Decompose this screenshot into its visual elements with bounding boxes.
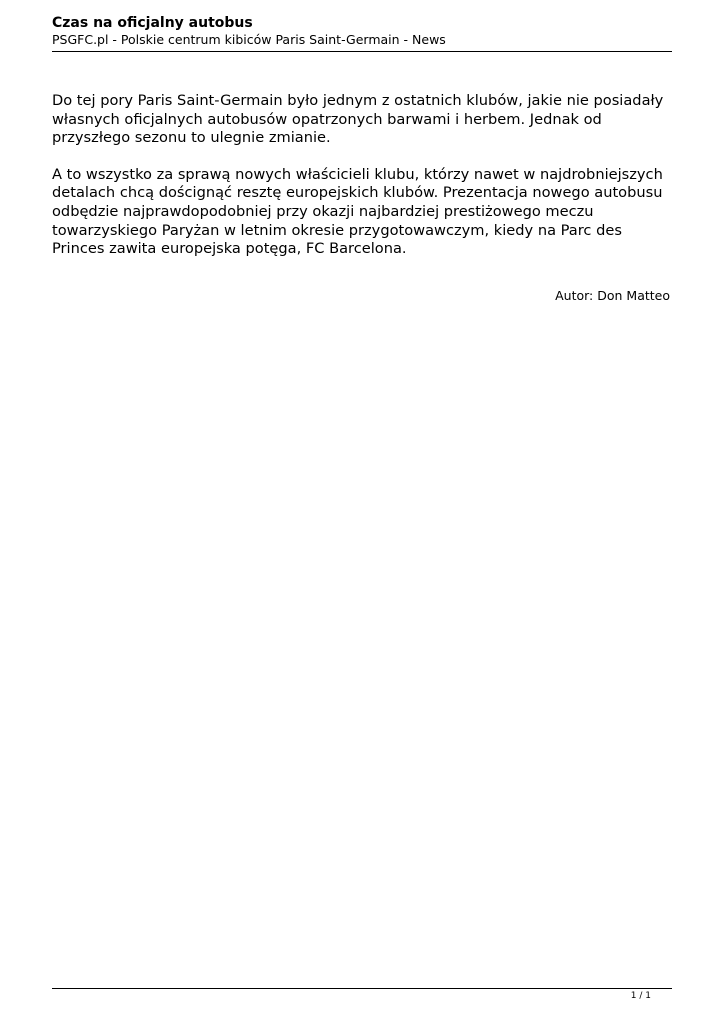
page-header: [52, 15, 672, 48]
site-subtitle: PSGFC.pl - Polskie centrum kibiców Paris Saint-Germain - News: [52, 32, 446, 47]
article-author: Autor: Don Matteo: [555, 288, 670, 303]
article-paragraph: A to wszystko za sprawą nowych właścicieli klubu, którzy nawet w najdrobniejszych detalach chcą doścignąć resztę europejskich klubów. Prezentacja nowego autobusu odbędzie najprawdopodobniej przy okazji najbardziej prestiżowego meczu towarzyskiego Paryżan w letnim okresie przygotowawczym, kiedy na Parc des Princes zawita europejska potęga, FC Barcelona.: [52, 165, 663, 258]
article-paragraph: Do tej pory Paris Saint-Germain było jednym z ostatnich klubów, jakie nie posiadały własnych oficjalnych autobusów opatrzonych barwami i herbem. Jednak od przyszłego sezonu to ulegnie zmianie.: [52, 92, 664, 147]
page-number: 1 / 1: [630, 991, 651, 1001]
header-divider: [52, 51, 672, 52]
article-title: Czas na oficjalny autobus: [52, 15, 253, 31]
article-body: [52, 92, 677, 277]
footer-divider: [52, 988, 672, 989]
